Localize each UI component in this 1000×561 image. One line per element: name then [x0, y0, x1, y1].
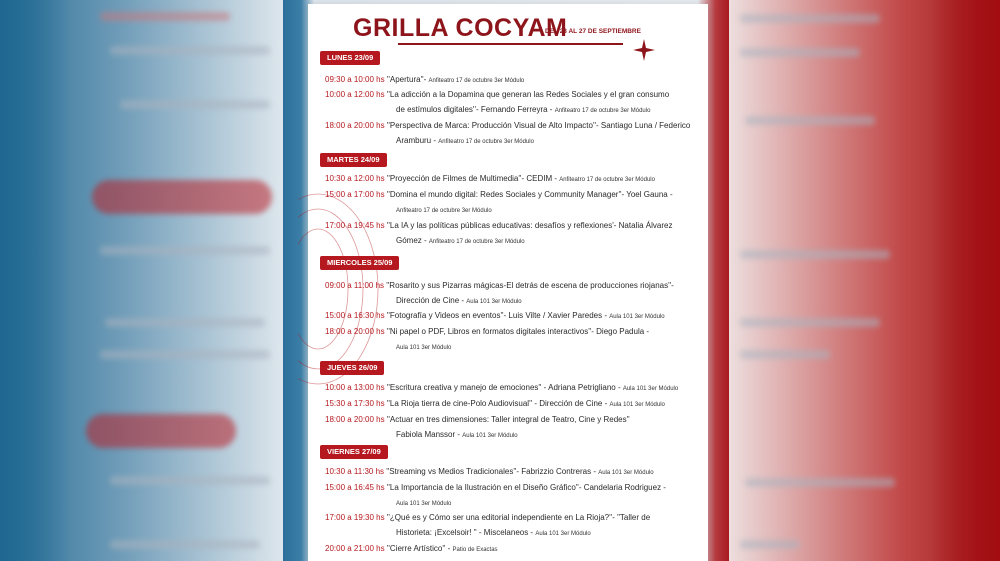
event-title: ''Fotografía y Videos en eventos''- Luis Vilte / Xavier Paredes -	[384, 311, 610, 320]
event-time: 15:00 a 17:00 hs	[325, 190, 385, 199]
event-title: Fabiola Manssor -	[396, 430, 463, 439]
event-line	[396, 498, 451, 507]
title-underline	[398, 43, 623, 45]
event-title: ''Streaming vs Medios Tradicionales''- Fabrizzio Contreras -	[384, 467, 599, 476]
poster-paper	[308, 4, 708, 561]
event-title: ''Escritura creativa y manejo de emociones'' - Adriana Petrigliano -	[384, 383, 623, 392]
blurred-text-line	[100, 246, 270, 255]
blurred-text-line	[740, 350, 830, 359]
event-line	[325, 221, 672, 230]
event-line	[325, 90, 669, 99]
event-venue: Anfiteatro 17 de octubre 3er Módulo	[396, 208, 492, 214]
day-label: MIERCOLES 25/09	[320, 256, 399, 270]
event-venue: Aula 101 3er Módulo	[462, 433, 518, 439]
event-line	[325, 281, 674, 290]
event-title: ''La Rioja tierra de cine-Polo Audiovisual'' - Dirección de Cine -	[384, 399, 610, 408]
event-title: ''Rosarito y sus Pizarras mágicas-El detrás de escena de producciones riojanas''-	[384, 281, 674, 290]
blurred-text-line	[100, 350, 270, 359]
event-line	[396, 205, 492, 214]
event-title: ''Cierre Artístico'' -	[384, 544, 453, 553]
blurred-text-line	[110, 476, 270, 485]
event-title: ''¿Qué es y Cómo ser una editorial independiente en La Rioja?''- "Taller de	[384, 513, 651, 522]
blurred-text-line	[740, 48, 860, 57]
event-time: 10:00 a 12:00 hs	[325, 90, 385, 99]
blurred-text-line	[120, 100, 270, 109]
event-title: ''Perspectiva de Marca: Producción Visual de Alto Impacto''- Santiago Luna / Federico	[384, 121, 691, 130]
day-label: JUEVES 26/09	[320, 361, 384, 375]
event-line	[325, 75, 524, 84]
event-time: 18:00 a 20:00 hs	[325, 415, 385, 424]
event-venue: Anfiteatro 17 de octubre 3er Módulo	[428, 239, 525, 245]
event-time: 18:00 a 20:00 hs	[325, 327, 385, 336]
event-line	[396, 296, 522, 305]
event-line	[325, 190, 673, 199]
day-label: VIERNES 27/09	[320, 445, 388, 459]
event-title: Gómez -	[396, 236, 429, 245]
blurred-text-line	[740, 318, 880, 327]
event-line	[325, 544, 498, 553]
event-title: Aramburu -	[396, 136, 439, 145]
event-time: 20:00 a 21:00 hs	[325, 544, 385, 553]
event-time: 10:00 a 13:00 hs	[325, 383, 385, 392]
event-line	[396, 236, 525, 245]
event-title: ''Apertura''-	[384, 75, 429, 84]
event-venue: Anfiteatro 17 de octubre 3er Módulo	[559, 177, 655, 183]
event-line	[396, 342, 451, 351]
event-line	[325, 383, 678, 392]
event-time: 09:00 a 11:00 hs	[325, 281, 385, 290]
event-line	[396, 528, 591, 537]
event-venue: Patio de Exactas	[452, 547, 498, 553]
event-line	[325, 399, 665, 408]
event-title: ''Proyección de Filmes de Multimedia''- CEDIM -	[384, 174, 560, 183]
event-time: 15:00 a 16:45 hs	[325, 483, 385, 492]
event-line	[396, 430, 518, 439]
event-title: ''La Importancia de la Ilustración en el Diseño Gráfico''- Candelaria Rodriguez -	[384, 483, 666, 492]
event-time: 18:00 a 20:00 hs	[325, 121, 385, 130]
event-time: 17:00 a 19:30 hs	[325, 513, 385, 522]
event-line	[396, 105, 650, 114]
event-venue: Anfiteatro 17 de octubre 3er Módulo	[438, 139, 534, 145]
day-label: LUNES 23/09	[320, 51, 380, 65]
blurred-text-line	[105, 318, 265, 327]
event-venue: Anfiteatro 17 de octubre 3er Módulo	[428, 78, 525, 84]
blurred-text-line	[745, 116, 875, 125]
event-title: Dirección de Cine -	[396, 296, 467, 305]
right-shade	[930, 0, 1000, 561]
event-venue: Aula 101 3er Módulo	[622, 386, 679, 392]
event-time: 15:00 a 16:30 hs	[325, 311, 385, 320]
blurred-text-line	[110, 540, 260, 549]
poster-subtitle: DEL 23 AL 27 DE SEPTIEMBRE	[545, 28, 641, 35]
event-line	[325, 327, 649, 336]
event-venue: Aula 101 3er Módulo	[609, 314, 665, 320]
schedule-poster	[283, 0, 729, 561]
event-line	[396, 136, 534, 145]
left-shade	[0, 0, 70, 561]
sparkle-star-icon	[632, 38, 656, 62]
blurred-text-line	[100, 12, 230, 21]
event-line	[325, 483, 666, 492]
blurred-text-line	[110, 46, 270, 55]
event-venue: Aula 101 3er Módulo	[598, 470, 654, 476]
event-time: 09:30 a 10:00 hs	[325, 75, 385, 84]
day-label: MARTES 24/09	[320, 153, 387, 167]
event-venue: Aula 101 3er Módulo	[466, 299, 522, 305]
event-title: ''Ni papel o PDF, Libros en formatos digitales interactivos''- Diego Padula -	[384, 327, 650, 336]
event-title: ''Domina el mundo digital: Redes Sociales y Community Manager''- Yoel Gauna -	[384, 190, 673, 199]
event-time: 15:30 a 17:30 hs	[325, 399, 385, 408]
event-line	[325, 174, 655, 183]
event-venue: Aula 101 3er Módulo	[396, 345, 452, 351]
blurred-text-line	[745, 478, 895, 487]
event-time: 17:00 a 19:45 hs	[325, 221, 385, 230]
event-line	[325, 467, 654, 476]
event-line	[325, 121, 690, 130]
event-line	[325, 415, 630, 424]
blurred-day-pill	[92, 180, 272, 214]
event-title: ''La IA y las políticas públicas educativas: desafíos y reflexiones'- Natalia Álvarez	[384, 221, 673, 230]
blurred-day-pill	[86, 414, 236, 448]
poster-title: GRILLA COCYAM	[353, 14, 568, 42]
event-time: 10:30 a 11:30 hs	[325, 467, 385, 476]
event-venue: Anfiteatro 17 de octubre 3er Módulo	[554, 108, 651, 114]
blurred-text-line	[740, 540, 800, 549]
event-title: ''La adicción a la Dopamina que generan las Redes Sociales y el gran consumo	[384, 90, 670, 99]
event-title: Historieta: ¡Excelsoir! " - Miscelaneos -	[396, 528, 536, 537]
event-venue: Aula 101 3er Módulo	[396, 501, 452, 507]
event-time: 10:30 a 12:00 hs	[325, 174, 385, 183]
blurred-text-line	[740, 250, 890, 259]
event-title: ''Actuar en tres dimensiones: Taller integral de Teatro, Cine y Redes''	[384, 415, 630, 424]
event-title: de estímulos digitales''- Fernando Ferreyra -	[396, 105, 555, 114]
event-venue: Aula 101 3er Módulo	[609, 402, 665, 408]
event-line	[325, 311, 665, 320]
event-line	[325, 513, 650, 522]
event-venue: Aula 101 3er Módulo	[535, 531, 591, 537]
blurred-text-line	[740, 14, 880, 23]
